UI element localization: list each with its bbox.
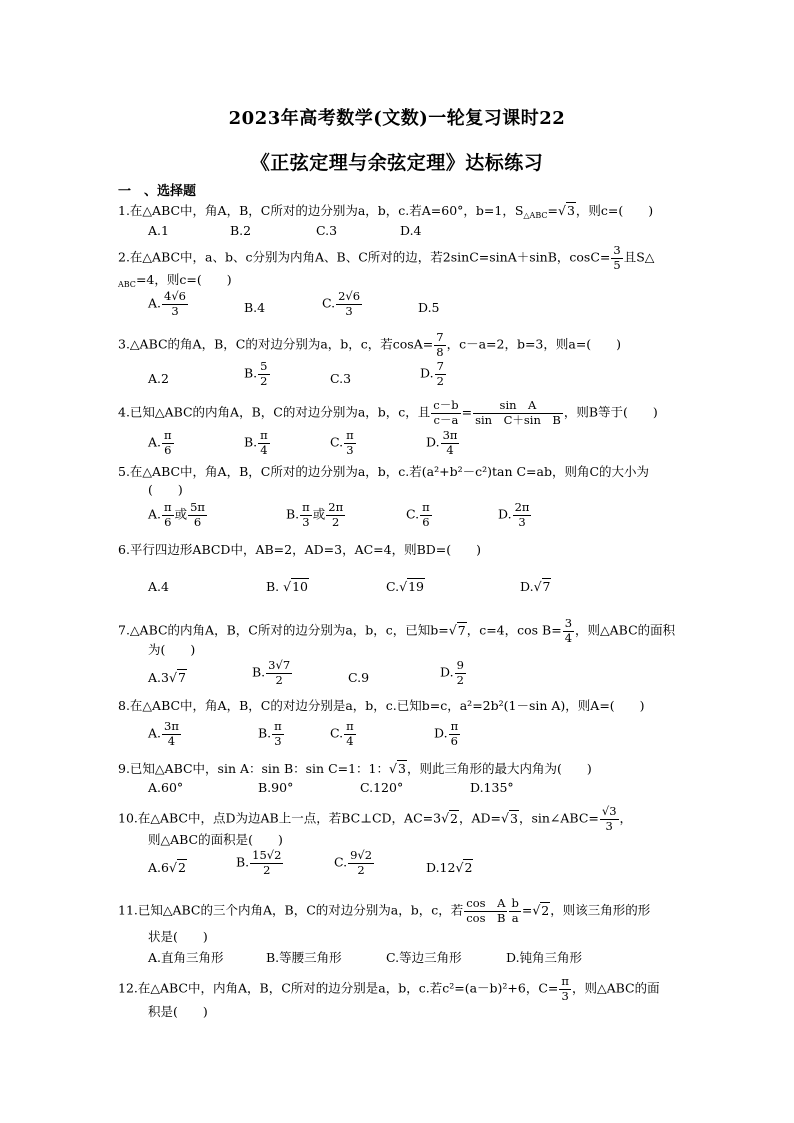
q9-option-c: C.120° (360, 780, 404, 795)
q2-stem: 2.在△ABC中，a、b、c分别为内角A、B、C所对的边，若2sinC=sinA＋sinB，cosC= (118, 249, 611, 265)
question-3: 3.△ABC的角A，B，C的对边分别为a，b，c，若cosA= $\frac{7}{8}$ ，c－a=2，b=3，则a=( ) (118, 330, 622, 359)
q3-option-d: D. $\frac{7}{2}$ (420, 359, 444, 388)
q11-option-a: A.直角三角形 (148, 950, 224, 965)
q11-option-c: C.等边三角形 (386, 950, 462, 965)
q1-option-b: B.2 (230, 223, 252, 238)
question-12: 12.在△ABC中，内角A，B，C所对的边分别是a，b，c.若c²=(a－b)²+6，C= $\frac{\pi}{3}$ ，则△ABC的面 (118, 974, 660, 1003)
question-7-line-2: 为( ) (148, 642, 196, 657)
q5-option-d: D. $\frac{2\pi}{3}$ (498, 500, 530, 529)
q7-option-b: B. $\frac{3√7}{2}$ (252, 658, 291, 687)
q2-stem-tail: 且S△ (623, 249, 655, 265)
q6-option-b: B. √10 (266, 579, 309, 594)
q1-radicand: 3 (566, 203, 575, 218)
question-11-line-2: 状是( ) (148, 929, 208, 944)
q9-option-b: B.90° (258, 780, 294, 795)
q9-option-d: D.135° (470, 780, 514, 795)
q1-subscript: △ABC (523, 211, 548, 220)
question-10: 10.在△ABC中，点D为边AB上一点，若BC⊥CD，AC=3√2，AD=√3，sin∠ABC= $\frac{√3}{3}$ ， (118, 804, 633, 833)
question-5: 5.在△ABC中，角A，B，C所对的边分别为a，b，c.若(a²+b²－c²)tan C=ab，则角C的大小为 (118, 464, 650, 479)
q10-option-c: C. $\frac{9√2}{2}$ (334, 848, 373, 877)
q7-option-a: A.3√7 (148, 670, 186, 685)
page-title: 2023年高考数学(文数)一轮复习课时22 (228, 108, 566, 129)
question-8: 8.在△ABC中，角A，B，C的对边分别是a，b，c.已知b=c，a²=2b²(1－sin A)，则A=( ) (118, 698, 645, 713)
q5-option-c: C. $\frac{\pi}{6}$ (406, 500, 430, 529)
question-7: 7.△ABC的内角A，B，C所对的边分别为a，b，c，已知b=√7，c=4，cos B= $\frac{3}{4}$ ，则△ABC的面积 (118, 616, 676, 645)
q6-option-c: C.√19 (386, 579, 424, 594)
q1-option-c: C.3 (316, 223, 338, 238)
page-subtitle: 《正弦定理与余弦定理》达标练习 (250, 152, 544, 174)
q1-option-a: A.1 (148, 223, 169, 238)
q11-option-d: D.钝角三角形 (506, 950, 583, 965)
q7-option-d: D. $\frac{9}{2}$ (440, 658, 464, 687)
q9-option-a: A.60° (148, 780, 184, 795)
q1-tail: ，则c=( ) (575, 203, 654, 218)
q2-option-b: B.4 (244, 300, 266, 315)
question-2 (118, 245, 654, 271)
q10-option-d: D.12√2 (426, 860, 473, 875)
q8-option-a: A. $\frac{3\pi}{4}$ (148, 719, 179, 748)
q5-option-a: A. $\frac{\pi}{6}$ 或 $\frac{5\pi}{6}$ (148, 500, 205, 529)
question-11: 11.已知△ABC的三个内角A，B，C的对边分别为a，b，c，若 $\frac{\text{cos A}}{\text{cos B}}$ $\frac{b}{a}$ =√2，则该三角形的形 (118, 896, 651, 925)
q4-option-d: D. $\frac{3\pi}{4}$ (426, 428, 458, 457)
section-heading: 一 、选择题 (118, 184, 197, 199)
q1-option-d: D.4 (400, 223, 422, 238)
q6-option-d: D.√7 (520, 579, 551, 594)
q4-option-a: A. $\frac{\pi}{6}$ (148, 428, 172, 457)
q8-option-d: D. $\frac{\pi}{6}$ (434, 719, 459, 748)
q10-option-a: A.6√2 (148, 860, 186, 875)
q2-cos-fraction: $\frac{3}{5}$ (613, 243, 621, 272)
question-6: 6.平行四边形ABCD中，AB=2，AD=3，AC=4，则BD=( ) (118, 542, 482, 557)
question-5-line-2: ( ) (148, 482, 183, 497)
q2-option-c: C. $\frac{2√6}{3}$ (322, 289, 361, 318)
q1-equals: = (547, 203, 558, 218)
q4-option-b: B. $\frac{\pi}{4}$ (244, 428, 268, 457)
q1-stem: 1.在△ABC中，角A，B，C所对的边分别为a，b，c.若A=60°，b=1，S (118, 203, 524, 218)
question-10-line-2: 则△ABC的面积是( ) (148, 832, 283, 847)
q6-option-a: A.4 (148, 579, 169, 594)
q8-option-b: B. $\frac{\pi}{3}$ (258, 719, 282, 748)
q2-option-d: D.5 (418, 300, 440, 315)
q3-option-c: C.3 (330, 371, 352, 386)
q4-option-c: C. $\frac{\pi}{3}$ (330, 428, 354, 457)
q11-option-b: B.等腰三角形 (266, 950, 342, 965)
q2-option-a: A. $\frac{4√6}{3}$ (148, 289, 186, 318)
q2-line2: =4，则c=( ) (135, 272, 232, 287)
question-1: 1.在△ABC中，角A，B，C所对的边分别为a，b，c.若A=60°，b=1，$S_{\triangle ABC}=√3$，则c=( ) (118, 203, 654, 220)
question-4: 4.已知△ABC的内角A，B，C的对边分别为a，b，c，且 $\frac{c-b}{c-a}$ = $\frac{\text{sin A}}{\text{sin C＋sin B}}$ ，则B等于( ) (118, 398, 658, 427)
question-12-line-2: 积是( ) (148, 1004, 208, 1019)
question-9: 9.已知△ABC中，sin A：sin B：sin C=1：1：√3，则此三角形的最大内角为( ) (118, 761, 592, 776)
q2-subscript: ABC (118, 280, 136, 289)
q8-option-c: C. $\frac{\pi}{4}$ (330, 719, 354, 748)
q3-option-a: A.2 (148, 371, 169, 386)
q3-option-b: B. $\frac{5}{2}$ (244, 359, 268, 388)
q5-option-b: B. $\frac{\pi}{3}$ 或 $\frac{2\pi}{2}$ (286, 500, 344, 529)
q10-option-b: B. $\frac{15√2}{2}$ (236, 848, 282, 877)
q7-option-c: C.9 (348, 670, 370, 685)
